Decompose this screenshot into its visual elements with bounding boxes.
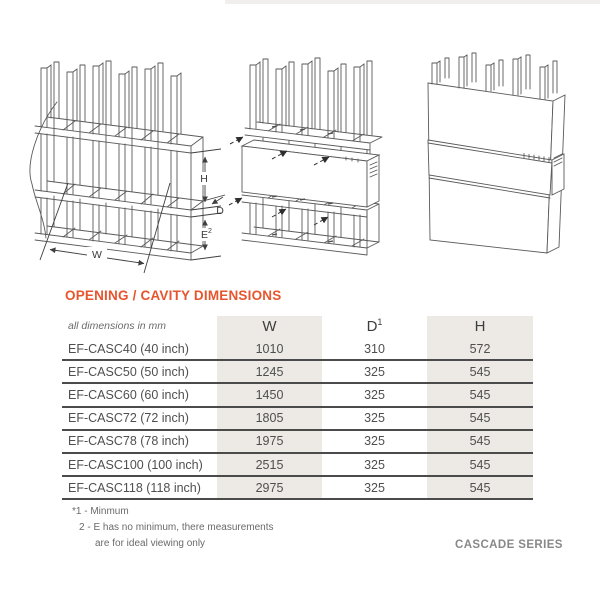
- dimension-label-h: H: [200, 173, 208, 185]
- dimension-label-d: D: [216, 205, 224, 217]
- footnote-2-continued: are for ideal viewing only: [95, 538, 206, 549]
- table-row: [62, 338, 533, 361]
- model-cell: EF-CASC60 (60 inch): [68, 387, 189, 402]
- w-cell: 1450: [255, 387, 284, 402]
- w-cell: 1975: [255, 434, 284, 449]
- w-cell: 2515: [255, 457, 284, 472]
- fastener-arrow: [314, 217, 328, 225]
- series-label: CASCADE SERIES: [455, 539, 563, 551]
- model-cell: EF-CASC100 (100 inch): [68, 457, 203, 472]
- model-cell: EF-CASC72 (72 inch): [68, 411, 189, 426]
- h-cell: 545: [469, 480, 491, 495]
- h-cell: 545: [469, 411, 491, 426]
- footnote-2: 2 - E has no minimum, there measurements: [79, 522, 274, 533]
- column-header-d-sup: 1: [377, 317, 383, 327]
- unit-installation-diagram: [228, 37, 413, 269]
- column-header-w: W: [262, 317, 277, 335]
- model-cell: EF-CASC118 (118 inch): [68, 480, 201, 495]
- model-cell: EF-CASC40 (40 inch): [68, 341, 189, 356]
- fireplace-end-cap: [367, 155, 379, 207]
- h-cell: 572: [469, 341, 491, 356]
- d-cell: 325: [364, 434, 385, 449]
- d-cell: 325: [364, 457, 385, 472]
- units-note: all dimensions in mm: [68, 320, 167, 332]
- dimension-label-w: W: [92, 249, 102, 261]
- framing-dimensions-diagram: [23, 32, 228, 280]
- table-header-row: [62, 314, 533, 338]
- d-cell: 325: [364, 364, 385, 379]
- h-cell: 545: [469, 434, 491, 449]
- column-header-h: H: [474, 317, 486, 335]
- table-row: [62, 454, 533, 477]
- h-cell: 545: [469, 387, 491, 402]
- dimension-label-e-sup: 2: [208, 228, 212, 235]
- table-row: [62, 431, 533, 454]
- fastener-arrow: [230, 137, 243, 144]
- table-row: [62, 361, 533, 384]
- table-row: [62, 408, 533, 431]
- front-studs-top: [250, 61, 364, 141]
- h-cell: 545: [469, 457, 491, 472]
- fastener-arrow: [272, 209, 286, 217]
- w-cell: 1010: [255, 341, 284, 356]
- w-cell: 1245: [255, 364, 284, 379]
- back-studs-top: [54, 61, 163, 131]
- extension-lines: [40, 149, 225, 273]
- w-cell: 2975: [255, 480, 284, 495]
- d-cell: 325: [364, 411, 385, 426]
- d-cell: 325: [364, 387, 385, 402]
- footnote-1: *1 - Minmum: [72, 506, 129, 517]
- model-cell: EF-CASC78 (78 inch): [68, 434, 189, 449]
- h-cell: 545: [469, 364, 491, 379]
- model-cell: EF-CASC50 (50 inch): [68, 364, 189, 379]
- floor-plate-band: [242, 227, 379, 255]
- w-cell: 1805: [255, 411, 284, 426]
- page-edge-strip: [225, 0, 600, 4]
- table-row: [62, 384, 533, 407]
- finished-wall-diagram: [412, 37, 572, 269]
- break-line: [30, 102, 57, 238]
- d-cell: 325: [364, 480, 385, 495]
- page-title: OPENING / CAVITY DIMENSIONS: [65, 288, 282, 303]
- fastener-arrow: [229, 198, 242, 205]
- table-row: [62, 477, 533, 500]
- dimensions-table: [62, 314, 533, 500]
- dimension-label-e: E: [201, 229, 209, 241]
- column-header-d-letter: D: [366, 318, 378, 335]
- column-header-d: [322, 317, 427, 335]
- back-studs-top: [263, 58, 372, 135]
- d-cell: 310: [364, 341, 385, 356]
